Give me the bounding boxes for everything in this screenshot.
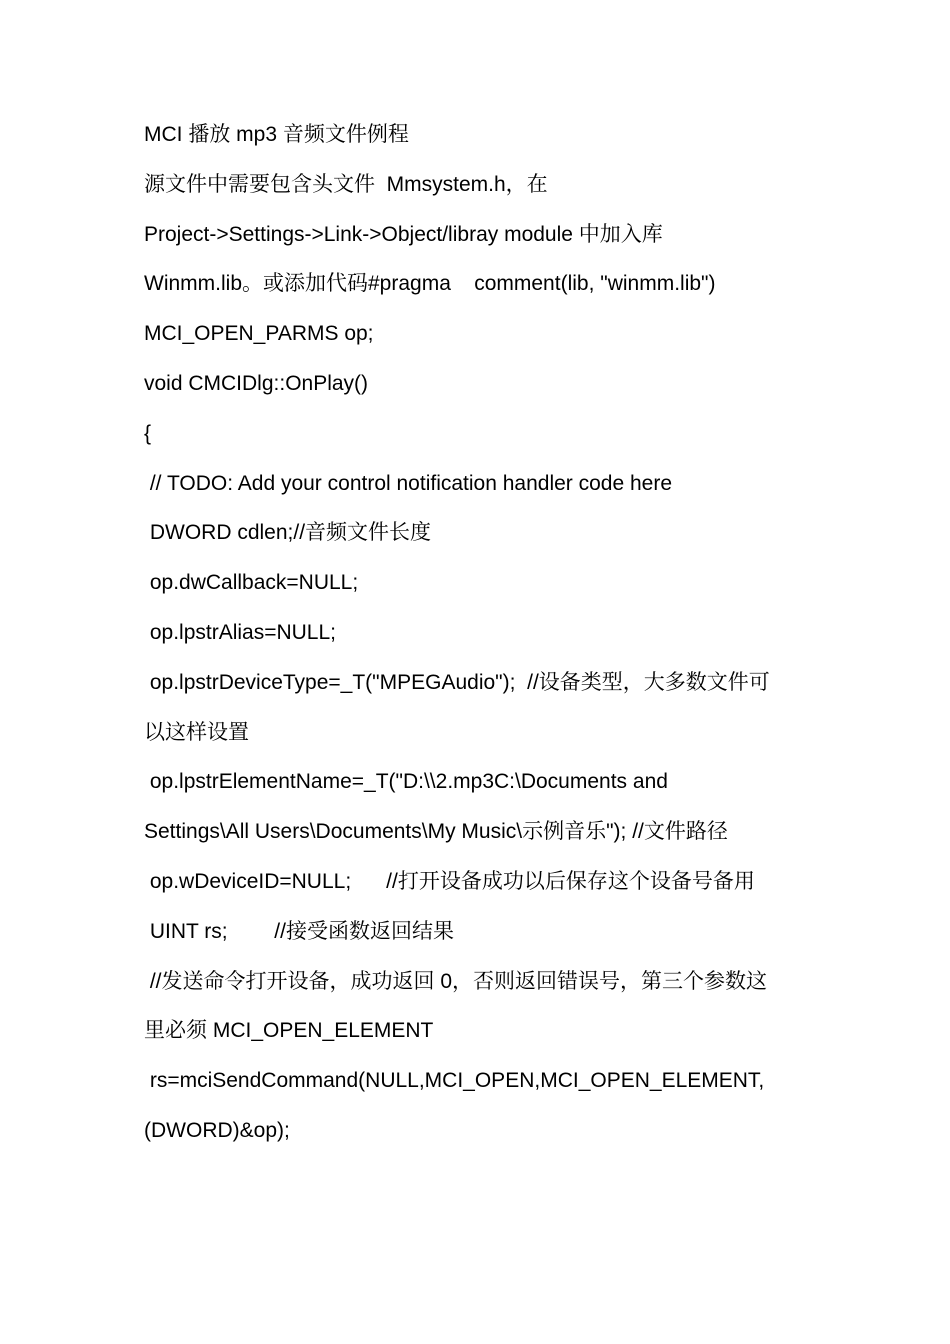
code-line: rs=mciSendCommand(NULL,MCI_OPEN,MCI_OPEN_ELEMENT,	[144, 1069, 765, 1093]
code-line: {	[144, 421, 152, 445]
code-line: op.wDeviceID=NULL; //打开设备成功以后保存这个设备号备用	[144, 869, 755, 893]
text-line: Winmm.lib。或添加代码#pragma comment(lib, "winmm.lib")	[144, 272, 716, 296]
code-line: (DWORD)&op);	[144, 1118, 290, 1142]
text-line: 源文件中需要包含头文件 Mmsystem.h，在	[144, 172, 548, 196]
code-line: op.lpstrDeviceType=_T("MPEGAudio"); //设备类型，大多数文件可	[144, 670, 770, 694]
code-line: op.dwCallback=NULL;	[144, 571, 359, 595]
code-line: DWORD cdlen;//音频文件长度	[144, 521, 432, 545]
doc-title: MCI 播放 mp3 音频文件例程	[144, 123, 409, 146]
code-line: Settings\All Users\Documents\My Music\示例音乐"); //文件路径	[144, 820, 728, 844]
code-line: //发送命令打开设备，成功返回 0，否则返回错误号，第三个参数这	[144, 969, 768, 993]
code-line: op.lpstrAlias=NULL;	[144, 620, 337, 644]
code-line: 以这样设置	[144, 720, 249, 744]
document-body	[144, 110, 824, 1156]
code-line: // TODO: Add your control notification handler code here	[144, 471, 673, 495]
code-line: op.lpstrElementName=_T("D:\\2.mp3C:\Documents and	[144, 770, 668, 794]
code-line: 里必须 MCI_OPEN_ELEMENT	[144, 1019, 434, 1043]
code-line: UINT rs; //接受函数返回结果	[144, 919, 454, 943]
code-line: void CMCIDlg::OnPlay()	[144, 371, 369, 395]
code-line: MCI_OPEN_PARMS op;	[144, 322, 374, 346]
text-line: Project->Settings->Link->Object/libray module 中加入库	[144, 222, 663, 246]
